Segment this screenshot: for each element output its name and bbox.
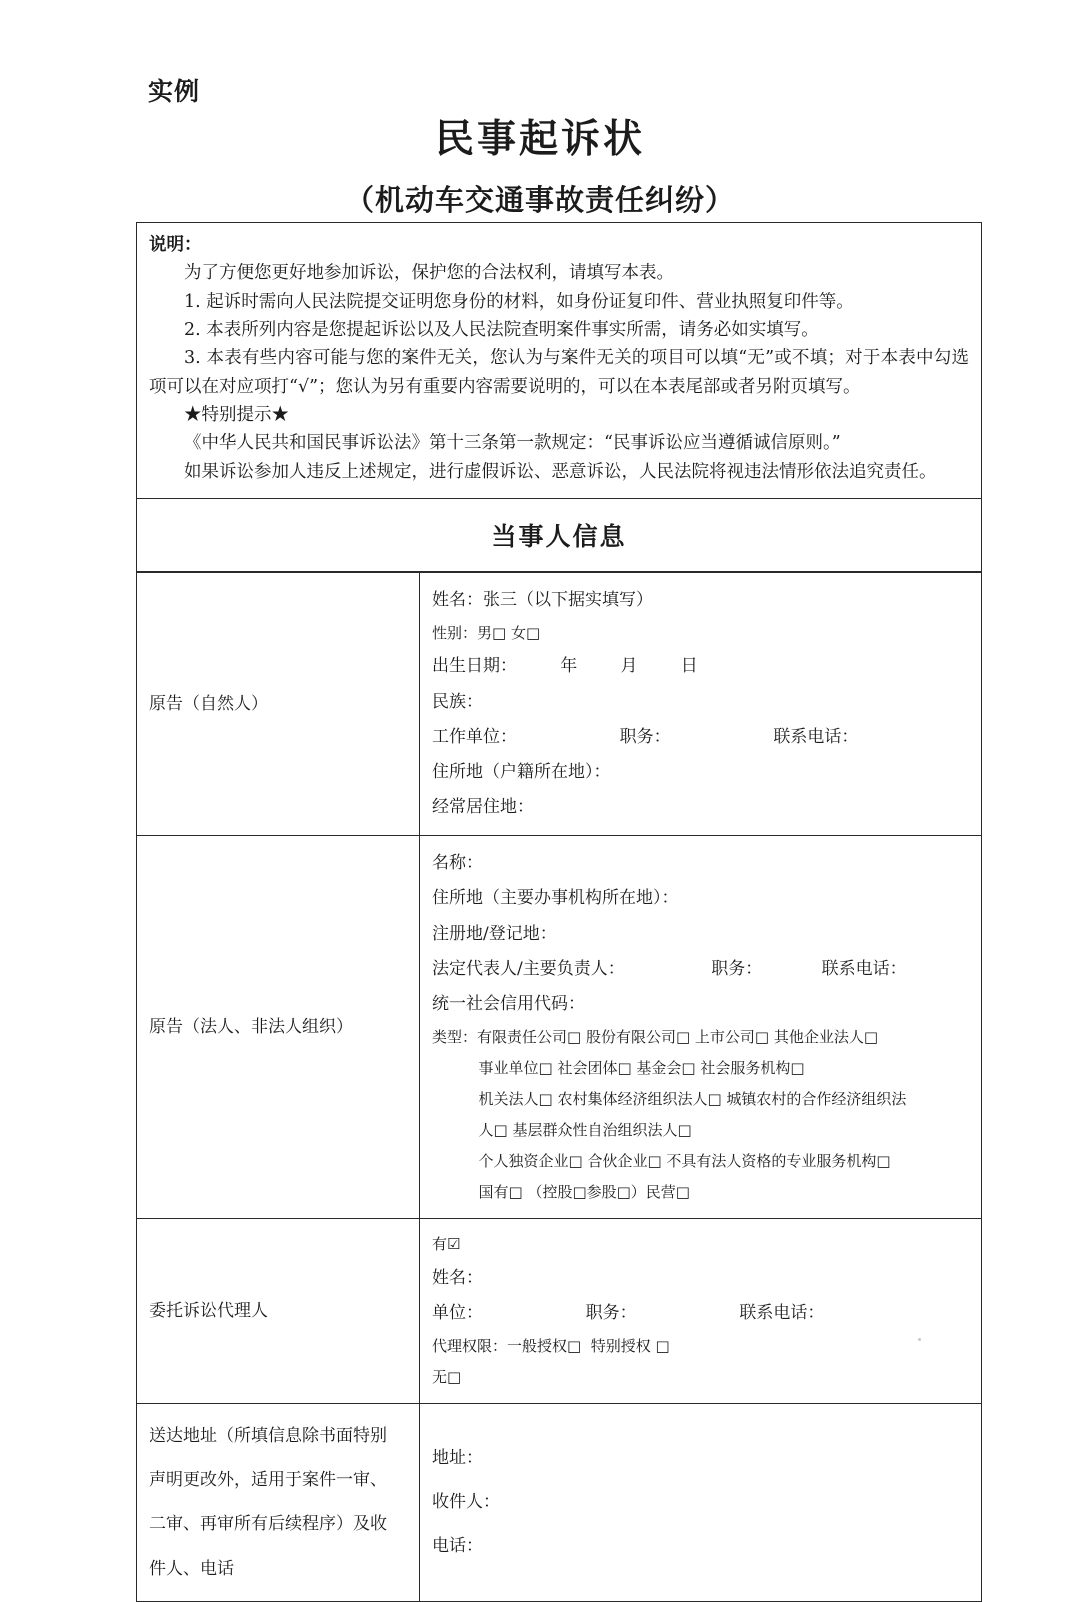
table-row-plaintiff-natural [137, 573, 981, 836]
paper-speck [918, 1338, 921, 1341]
special-notice-heading: ★特别提示★ [184, 405, 289, 426]
table-row-delivery [137, 1404, 981, 1601]
example-label: 实例 [148, 77, 201, 106]
field-birthdate[interactable]: 出生日期： 年 月 日 [432, 656, 698, 677]
instructions-line-3: 3. 本表有些内容可能与您的案件无关，您认为与案件无关的项目可以填“无”或不填；对于本表中勾选项可以在对应项打“√”；您认为另有重要内容需要说明的，可以在本表尾部或者另附页填写。 [149, 348, 969, 397]
field-employer-position-phone[interactable]: 工作单位： 职务： 联系电话： [432, 726, 859, 747]
field-credit-code[interactable]: 统一社会信用代码： [432, 994, 585, 1015]
instructions-line-1: 1. 起诉时需向人民法院提交证明您身份的材料，如身份证复印件、营业执照复印件等。 [184, 291, 854, 312]
field-agent-name[interactable]: 姓名： [432, 1267, 483, 1288]
field-org-type[interactable]: 类型：有限责任公司□ 股份有限公司□ 上市公司□ 其他企业法人□ [432, 1028, 878, 1047]
field-name: 姓名：张三（以下据实填写） [432, 590, 653, 611]
field-agent-none-checkbox[interactable]: 无□ [432, 1367, 462, 1386]
page-title: 民事起诉状 [434, 116, 645, 162]
field-org-type-line-3[interactable]: 人□ 基层群众性自治组织法人□ [478, 1121, 692, 1140]
field-org-type-line-1[interactable]: 事业单位□ 社会团体□ 基金会□ 社会服务机构□ [478, 1059, 805, 1078]
field-org-name[interactable]: 名称： [432, 853, 483, 874]
special-notice-consequence: 如果诉讼参加人违反上述规定，进行虚假诉讼、恶意诉讼，人民法院将视违法情形依法追究责任。 [184, 461, 937, 482]
field-org-address[interactable]: 住所地（主要办事机构所在地）： [432, 888, 679, 909]
field-delivery-address[interactable]: 地址： [432, 1448, 483, 1469]
field-org-type-line-4[interactable]: 个人独资企业□ 合伙企业□ 不具有法人资格的专业服务机构□ [478, 1152, 891, 1171]
instructions-block [137, 223, 981, 499]
table-row-plaintiff-legal [137, 836, 981, 1219]
instructions-heading: 说明： [149, 235, 202, 255]
row-fields-delivery[interactable] [420, 1404, 982, 1601]
delivery-label-line-2: 声明更改外，适用于案件一审、 [149, 1470, 387, 1491]
instructions-line-2: 2. 本表所列内容是您提起诉讼以及人民法院查明案件事实所需，请务必如实填写。 [184, 320, 819, 341]
delivery-label-line-3: 二审、再审所有后续程序）及收 [149, 1514, 387, 1535]
delivery-label-line-1: 送达地址（所填信息除书面特别 [149, 1426, 387, 1446]
field-org-type-line-5[interactable]: 国有□ （控股□参股□）民营□ [478, 1183, 690, 1202]
field-ethnicity[interactable]: 民族： [432, 691, 483, 712]
field-habitual-residence[interactable]: 经常居住地： [432, 797, 534, 818]
page-subtitle: （机动车交通事故责任纠纷） [344, 183, 735, 217]
instructions-line-0: 为了方便您更好地参加诉讼，保护您的合法权利，请填写本表。 [184, 263, 674, 284]
form-frame [136, 222, 982, 1602]
row-fields-plaintiff-legal[interactable] [420, 836, 982, 1219]
row-fields-plaintiff-natural[interactable] [420, 573, 982, 836]
field-residence-registered[interactable]: 住所地（户籍所在地）： [432, 761, 611, 782]
field-agent-has-checkbox[interactable]: 有☑ [432, 1235, 461, 1254]
table-row-agent [137, 1219, 981, 1404]
field-agent-unit-position-phone[interactable]: 单位： 职务： 联系电话： [432, 1302, 825, 1323]
title-block [0, 0, 1080, 219]
section-title-party-info: 当事人信息 [137, 499, 981, 572]
field-org-registration-place[interactable]: 注册地/登记地： [432, 923, 557, 944]
delivery-label-line-4: 件人、电话 [149, 1558, 234, 1579]
party-info-table [137, 572, 981, 1601]
field-agent-authority[interactable]: 代理权限：一般授权□ 特别授权 □ [432, 1336, 670, 1355]
field-delivery-recipient[interactable]: 收件人： [432, 1492, 500, 1513]
row-label-plaintiff-legal: 原告（法人、非法人组织） [137, 836, 420, 1219]
row-fields-agent[interactable] [420, 1219, 982, 1404]
field-org-type-line-2[interactable]: 机关法人□ 农村集体经济组织法人□ 城镇农村的合作经济组织法 [478, 1090, 907, 1109]
field-legal-representative[interactable]: 法定代表人/主要负责人： 职务： 联系电话： [432, 958, 907, 979]
row-label-agent: 委托诉讼代理人 [137, 1219, 420, 1404]
field-gender[interactable]: 性别：男□ 女□ [432, 624, 541, 643]
field-delivery-phone[interactable]: 电话： [432, 1536, 483, 1557]
row-label-delivery [137, 1404, 420, 1601]
row-label-plaintiff-natural: 原告（自然人） [137, 573, 420, 836]
special-notice-law: 《中华人民共和国民事诉讼法》第十三条第一款规定：“民事诉讼应当遵循诚信原则。” [184, 433, 841, 454]
